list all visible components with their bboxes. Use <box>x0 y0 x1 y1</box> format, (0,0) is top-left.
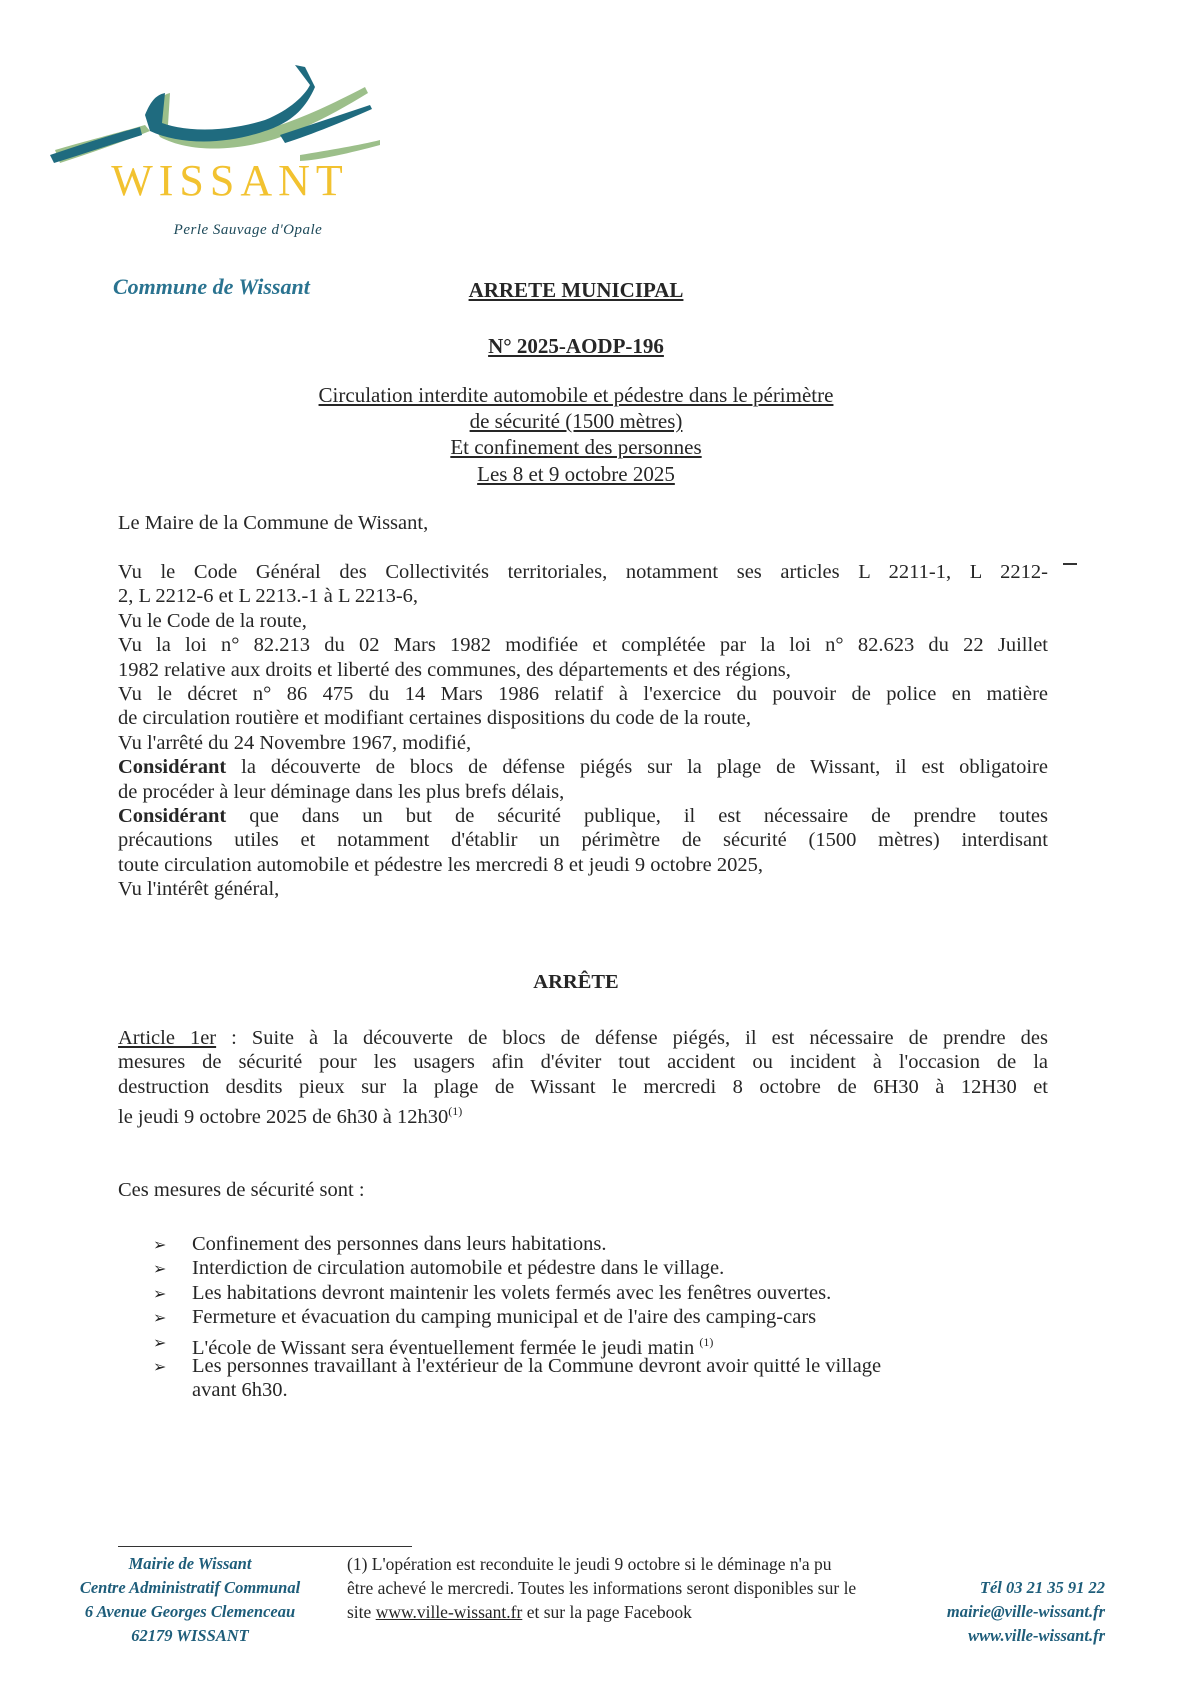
line-text: Vu l'arrêté du 24 Novembre 1967, modifié, <box>118 731 472 754</box>
line-text: Vu l'intérêt général, <box>118 878 280 901</box>
footnote-text: site <box>347 1602 376 1622</box>
arrow-bullet-icon: ➢ <box>153 1237 167 1254</box>
line-text: précautions utiles et notamment d'établir un périmètre de sécurité (1500 mètres) interdisant <box>118 829 1048 852</box>
line-text: que dans un but de sécurité publique, il est nécessaire de prendre toutes <box>226 805 1048 827</box>
decree-number: N° 2025-AODP-196 <box>488 334 664 358</box>
measure-item <box>192 1281 831 1305</box>
line-text: mesures de sécurité pour les usagers afin d'éviter tout accident ou incident à l'occasion de la <box>118 1051 1048 1074</box>
line-text: Vu le décret n° 86 475 du 14 Mars 1986 relatif à l'exercice du pouvoir de police en matière <box>118 683 1048 705</box>
footnote-ref: (1) <box>448 1104 463 1119</box>
phone: Tél 03 21 35 91 22 <box>979 1578 1105 1597</box>
measure-text: Interdiction de circulation automobile et pédestre dans le village. <box>192 1257 725 1280</box>
line-text: toute circulation automobile et pédestre les mercredi 8 et jeudi 9 octobre 2025, <box>118 853 763 876</box>
line-text: 2, L 2212-6 et L 2213.-1 à L 2213-6, <box>118 585 419 608</box>
subject-line: Les 8 et 9 octobre 2025 <box>477 462 675 486</box>
consideration-line <box>118 633 1048 657</box>
bold-lead: Considérant <box>118 756 227 779</box>
article-label: Article 1er <box>118 1027 217 1049</box>
arrow-bullet-icon: ➢ <box>153 1261 167 1279</box>
arrow-bullet-icon: ➢ <box>153 1285 167 1303</box>
address-line: Centre Administratif Communal <box>79 1578 301 1597</box>
measure-item <box>192 1305 816 1329</box>
article-line <box>118 1099 1048 1129</box>
consideration-line <box>118 584 1048 608</box>
subject-line: Circulation interdite automobile et pédestre dans le périmètre <box>318 383 834 407</box>
consideration-line <box>118 682 1048 706</box>
footnote-ref: (1) <box>699 1334 714 1349</box>
article-line <box>118 1026 1048 1050</box>
footnote <box>347 1552 856 1624</box>
measure-text: Fermeture et évacuation du camping municipal et de l'aire des camping-cars <box>192 1306 817 1329</box>
consideration-line <box>118 877 1048 901</box>
line-text: 1982 relative aux droits et liberté des communes, des départements et des régions, <box>118 658 791 681</box>
line-text: destruction desdits pieux sur la plage de Wissant le mercredi 8 octobre de 6H30 à 12H30 et <box>118 1075 1048 1098</box>
logo-tagline: Perle Sauvage d'Opale <box>173 222 323 238</box>
measure-item <box>192 1232 606 1256</box>
footnote-line: être achevé le mercredi. Toutes les informations seront disponibles sur le <box>347 1578 857 1598</box>
arrow-bullet-icon: ➢ <box>153 1310 167 1328</box>
footnote-text: et sur la page Facebook <box>522 1602 692 1622</box>
consideration-line <box>118 804 1048 828</box>
mairie-address <box>50 1552 330 1648</box>
line-text: Vu le Code Général des Collectivités territoriales, notamment ses articles L 2211-1, L 2212- <box>118 561 1048 583</box>
decision-heading: ARRÊTE <box>533 971 619 993</box>
consideration-line <box>118 706 1048 730</box>
scan-mark <box>1063 563 1077 565</box>
logo-wordmark: WISSANT <box>111 156 349 205</box>
consideration-line <box>118 828 1048 852</box>
measure-text: Confinement des personnes dans leurs habitations. <box>192 1233 607 1255</box>
bold-lead: Considérant <box>118 805 227 827</box>
footnote-divider <box>118 1546 412 1547</box>
subject-line: de sécurité (1500 mètres) <box>469 409 683 433</box>
consideration-line <box>118 755 1048 779</box>
address-line: Mairie de Wissant <box>128 1554 252 1573</box>
measure-item <box>192 1256 724 1280</box>
measure-text: Les personnes travaillant à l'extérieur de la Commune devront avoir quitté le village <box>192 1355 882 1377</box>
document-title: ARRETE MUNICIPAL <box>468 278 684 302</box>
footnote-line: (1) L'opération est reconduite le jeudi 9 octobre si le déminage n'a pu <box>347 1554 832 1574</box>
commune-name: Commune de Wissant <box>113 274 310 299</box>
line-text: le jeudi 9 octobre 2025 de 6h30 à 12h30 <box>118 1106 449 1129</box>
consideration-line <box>118 658 1048 682</box>
footnote-line <box>347 1600 856 1624</box>
website-link[interactable]: www.ville-wissant.fr <box>968 1626 1105 1645</box>
line-text: de procéder à leur déminage dans les plus brefs délais, <box>118 780 565 803</box>
arrow-bullet-icon: ➢ <box>153 1359 167 1376</box>
line-text: : Suite à la découverte de blocs de défense piégés, il est nécessaire de prendre des <box>216 1027 1048 1049</box>
line-text: de circulation routière et modifiant certaines dispositions du code de la route, <box>118 707 752 730</box>
consideration-line <box>118 609 1048 633</box>
line-text: Vu le Code de la route, <box>118 609 307 632</box>
consideration-line <box>118 780 1048 804</box>
email-link[interactable]: mairie@ville-wissant.fr <box>946 1602 1105 1621</box>
article-line <box>118 1075 1048 1099</box>
subject-line: Et confinement des personnes <box>450 435 702 459</box>
measure-text: Les habitations devront maintenir les volets fermés avec les fenêtres ouvertes. <box>192 1281 832 1304</box>
consideration-line <box>118 560 1048 584</box>
consideration-line <box>118 853 1048 877</box>
contact-info <box>947 1576 1105 1648</box>
arrow-bullet-icon: ➢ <box>153 1334 167 1352</box>
line-text: la découverte de blocs de défense piégés sur la plage de Wissant, il est obligatoire <box>226 756 1048 779</box>
address-line: 62179 WISSANT <box>131 1626 249 1645</box>
measure-item <box>192 1354 1048 1402</box>
address-line: 6 Avenue Georges Clemenceau <box>84 1602 296 1621</box>
consideration-line <box>118 731 1048 755</box>
measure-text: L'école de Wissant sera éventuellement fermée le jeudi matin <box>192 1336 700 1359</box>
measures-intro: Ces mesures de sécurité sont : <box>118 1179 365 1201</box>
measure-text: avant 6h30. <box>192 1379 288 1401</box>
line-text: Vu la loi n° 82.213 du 02 Mars 1982 modifiée et complétée par la loi n° 82.623 du 22 Juillet <box>118 634 1048 657</box>
article-line <box>118 1050 1048 1074</box>
website-link[interactable]: www.ville-wissant.fr <box>375 1602 523 1622</box>
intro-text: Le Maire de la Commune de Wissant, <box>118 512 429 534</box>
